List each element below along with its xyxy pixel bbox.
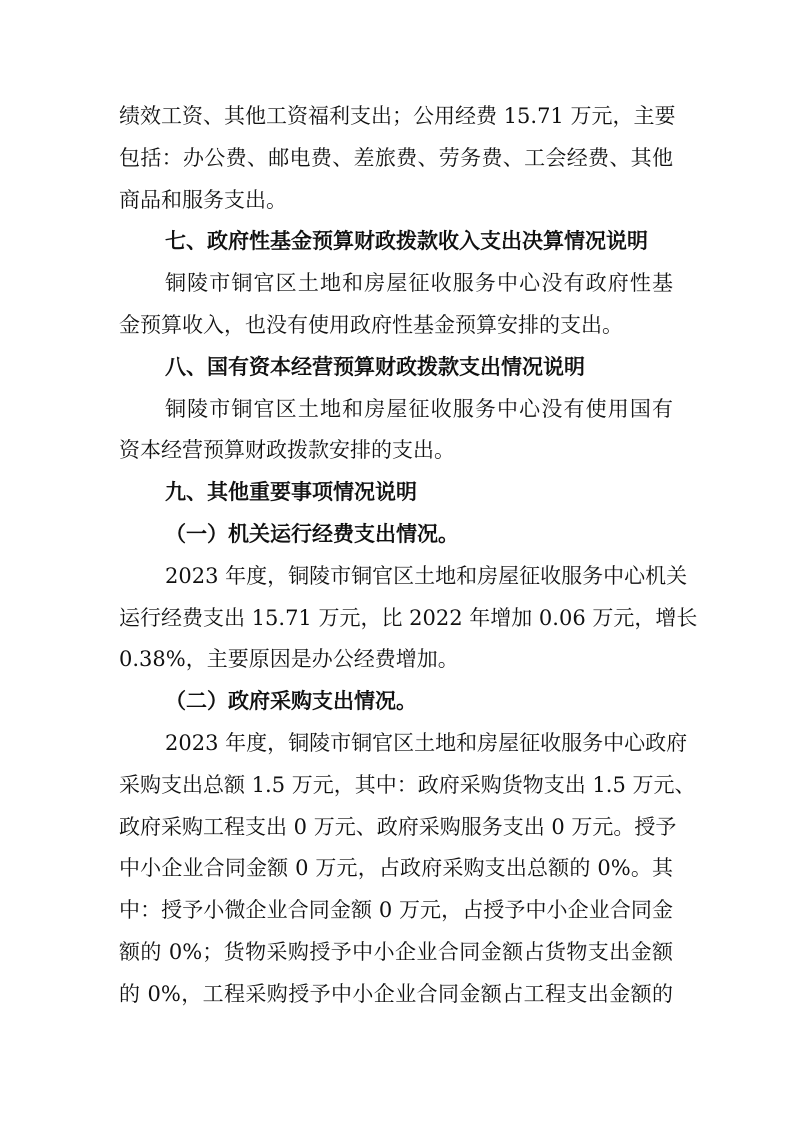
body-line: 绩效工资、其他工资福利支出；公用经费 15.71 万元，主要 [119, 104, 676, 128]
paragraph-first-line: 铜陵市铜官区土地和房屋征收服务中心没有使用国有 [165, 396, 673, 421]
paragraph-first-line: 铜陵市铜官区土地和房屋征收服务中心没有政府性基 [165, 271, 673, 296]
document-page [119, 96, 698, 1016]
body-line: 运行经费支出 15.71 万元，比 2022 年增加 0.06 万元，增长 [119, 605, 698, 630]
body-line: 采购支出总额 1.5 万元，其中：政府采购货物支出 1.5 万元、 [119, 772, 696, 797]
section-heading: 八、国有资本经营预算财政拨款支出情况说明 [165, 354, 585, 379]
paragraph-last-line: 金预算收入，也没有使用政府性基金预算安排的支出。 [119, 312, 623, 337]
body-line: 包括：办公费、邮电费、差旅费、劳务费、工会经费、其他 [119, 145, 673, 170]
paragraph-last-line: 0.38%，主要原因是办公经费增加。 [119, 647, 459, 672]
paragraph-first-line: 2023 年度，铜陵市铜官区土地和房屋征收服务中心政府 [165, 730, 688, 755]
body-line: 政府采购工程支出 0 万元、政府采购服务支出 0 万元。授予 [119, 814, 677, 839]
body-line: 的 0%，工程采购授予中小企业合同金额占工程支出金额的 [119, 981, 673, 1006]
body-line: 中：授予小微企业合同金额 0 万元，占授予中小企业合同金 [119, 898, 673, 923]
section-heading: （一）机关运行经费支出情况。 [165, 521, 459, 546]
body-line: 中小企业合同金额 0 万元，占政府采购支出总额的 0%。其 [119, 856, 673, 881]
section-heading: 九、其他重要事项情况说明 [165, 480, 417, 505]
paragraph-first-line: 2023 年度，铜陵市铜官区土地和房屋征收服务中心机关 [165, 563, 688, 588]
body-line: 额的 0%；货物采购授予中小企业合同金额占货物支出金额 [119, 939, 673, 964]
section-heading: （二）政府采购支出情况。 [165, 689, 417, 714]
section-heading: 七、政府性基金预算财政拨款收入支出决算情况说明 [165, 229, 648, 254]
paragraph-last-line: 商品和服务支出。 [119, 187, 287, 212]
paragraph-last-line: 资本经营预算财政拨款安排的支出。 [119, 438, 455, 463]
